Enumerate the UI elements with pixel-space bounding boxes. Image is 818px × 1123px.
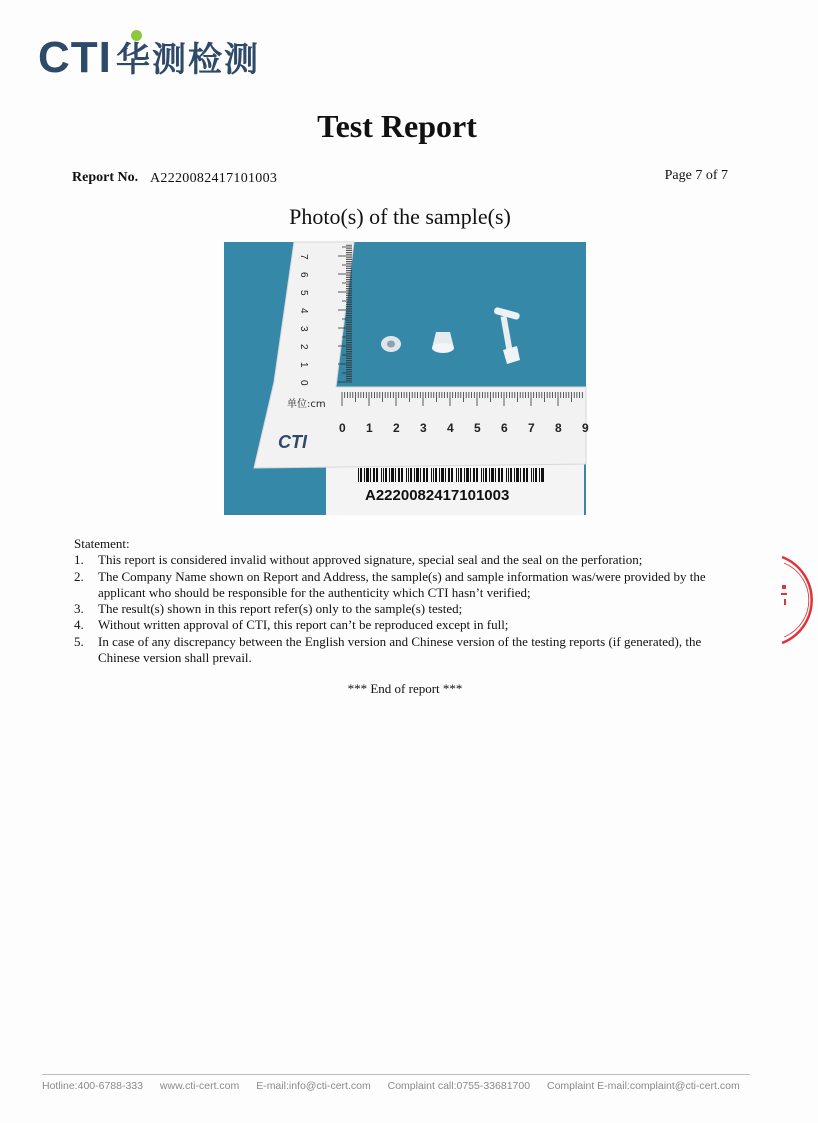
company-logo xyxy=(38,30,298,84)
sample-photo xyxy=(224,242,589,515)
document-title: Test Report xyxy=(317,108,477,144)
barcode-bar xyxy=(483,468,484,482)
barcode-bar xyxy=(456,468,457,482)
ruler-h-label: 4 xyxy=(447,421,454,435)
barcode-bar xyxy=(495,468,496,482)
barcode-bar xyxy=(364,468,365,482)
report-no-value: A2220082417101003 xyxy=(150,171,278,186)
barcode-bar xyxy=(508,468,509,482)
barcode-bar xyxy=(376,468,378,482)
end-of-report: *** End of report *** xyxy=(347,681,463,696)
ruler-v-label: 1 xyxy=(298,362,309,368)
logo-text: CTI xyxy=(38,33,112,82)
statement-item-number: 1. xyxy=(74,552,84,568)
barcode-bar xyxy=(510,468,512,482)
barcode-bar xyxy=(391,468,394,482)
footer-complaint-email[interactable]: Complaint E-mail:complaint@cti-cert.com xyxy=(546,1080,740,1092)
barcode-bar xyxy=(520,468,521,482)
barcode-bar xyxy=(506,468,507,482)
statement-item-text: The Company Name shown on Report and Address, the sample(s) and sample information was/were provided by the applicant who should be responsible for the authenticity which CTI hasn’t verified; xyxy=(98,568,706,600)
ruler-h-label: 3 xyxy=(420,421,427,435)
statement-label: Statement: xyxy=(74,536,130,551)
barcode-bar xyxy=(381,468,382,482)
barcode-bar xyxy=(473,468,475,482)
barcode-bar xyxy=(431,468,432,482)
footer-complaint-call: Complaint call:0755-33681700 xyxy=(387,1080,531,1092)
statement-item-number: 2. xyxy=(74,568,84,584)
barcode-bar xyxy=(370,468,371,482)
barcode-bar xyxy=(514,468,515,482)
barcode-bar xyxy=(383,468,384,482)
ruler-h-label: 6 xyxy=(501,421,508,435)
statement-item-number: 5. xyxy=(74,633,84,649)
ruler-h-label: 0 xyxy=(339,421,346,435)
barcode-bar xyxy=(533,468,534,482)
perforation-seal xyxy=(778,555,818,645)
barcode-bar xyxy=(373,468,375,482)
barcode-bar xyxy=(389,468,390,482)
ruler-brand: CTI xyxy=(278,432,307,452)
barcode-bar xyxy=(406,468,407,482)
barcode-bar xyxy=(485,468,487,482)
barcode-bar xyxy=(481,468,482,482)
sample-washer xyxy=(381,336,401,352)
barcode-bar xyxy=(433,468,434,482)
barcode-bar xyxy=(531,468,532,482)
barcode-bar xyxy=(398,468,400,482)
barcode-bar xyxy=(460,468,462,482)
ruler-v-label: 7 xyxy=(298,254,309,260)
ruler-h-label: 2 xyxy=(393,421,400,435)
ruler-h-label: 8 xyxy=(555,421,562,435)
ruler-v-label: 3 xyxy=(298,326,309,332)
barcode-bar xyxy=(458,468,459,482)
barcode-bar xyxy=(414,468,415,482)
barcode-bar xyxy=(491,468,494,482)
ruler-v-label: 5 xyxy=(298,290,309,296)
barcode-bar xyxy=(448,468,450,482)
barcode-bar xyxy=(501,468,503,482)
barcode-bar xyxy=(385,468,387,482)
barcode-bar xyxy=(395,468,396,482)
ruler-h-label: 1 xyxy=(366,421,373,435)
barcode-bar xyxy=(423,468,425,482)
barcode-bar xyxy=(539,468,540,482)
barcode-bar xyxy=(476,468,478,482)
statement-item-text: The result(s) shown in this report refer(s) only to the sample(s) tested; xyxy=(98,601,463,617)
barcode-bar xyxy=(526,468,528,482)
barcode-bar xyxy=(441,468,444,482)
barcode-bar xyxy=(464,468,465,482)
footer-email[interactable]: E-mail:info@cti-cert.com xyxy=(256,1080,371,1092)
ruler-v-label: 4 xyxy=(298,308,309,314)
barcode-bar xyxy=(523,468,525,482)
barcode-bar xyxy=(358,468,359,482)
barcode-bar xyxy=(498,468,500,482)
ruler-h-label: 5 xyxy=(474,421,481,435)
sample-photo-illustration xyxy=(224,242,589,515)
statement-item xyxy=(74,569,724,602)
statement-item-text: Without written approval of CTI, this report can’t be reproduced except in full; xyxy=(98,617,509,633)
barcode-text: A2220082417101003 xyxy=(365,487,510,504)
footer-website[interactable]: www.cti-cert.com xyxy=(159,1080,240,1092)
statement-item xyxy=(74,601,724,617)
ruler-v-label: 0 xyxy=(298,380,309,386)
statement-item xyxy=(74,634,724,667)
barcode-bar xyxy=(451,468,453,482)
statement-item-number: 3. xyxy=(74,601,84,617)
barcode-bar xyxy=(541,468,544,482)
sample-cone xyxy=(432,332,454,353)
statement xyxy=(74,536,724,666)
barcode-bar xyxy=(516,468,519,482)
statement-item xyxy=(74,552,724,568)
footer-hotline: Hotline:400-6788-333 xyxy=(42,1080,143,1092)
barcode-bar xyxy=(489,468,490,482)
barcode-bar xyxy=(410,468,412,482)
barcode-bar xyxy=(401,468,403,482)
barcode-bar xyxy=(466,468,469,482)
section-title: Photo(s) of the sample(s) xyxy=(289,204,511,229)
barcode-bar xyxy=(439,468,440,482)
barcode-bar xyxy=(360,468,362,482)
statement-item-number: 4. xyxy=(74,617,84,633)
ruler-unit-label: 单位:cm xyxy=(287,399,326,410)
report-no-label: Report No. xyxy=(72,170,139,185)
barcode-bar xyxy=(435,468,437,482)
barcode-bar xyxy=(420,468,421,482)
statement-item-text: This report is considered invalid without approved signature, special seal and the seal on the perforation; xyxy=(98,552,643,568)
ruler-v-label: 2 xyxy=(298,344,309,350)
statement-item xyxy=(74,617,724,633)
barcode-bar xyxy=(426,468,428,482)
barcode-bar xyxy=(416,468,419,482)
barcode-bar xyxy=(535,468,537,482)
footer xyxy=(42,1080,762,1092)
ruler-h-label: 7 xyxy=(528,421,535,435)
logo-chinese-text: 华测检测 xyxy=(116,40,260,80)
barcode-bar xyxy=(470,468,471,482)
barcode-bar xyxy=(445,468,446,482)
ruler-h-label: 9 xyxy=(582,421,589,435)
page-number: Page 7 of 7 xyxy=(664,168,728,183)
ruler-v-label: 6 xyxy=(298,272,309,278)
footer-divider xyxy=(42,1074,750,1075)
barcode-bar xyxy=(408,468,409,482)
statement-item-text: In case of any discrepancy between the English version and Chinese version of the testing reports (if generated), the Chinese version shall prevail. xyxy=(98,633,702,666)
barcode-bar xyxy=(366,468,369,482)
